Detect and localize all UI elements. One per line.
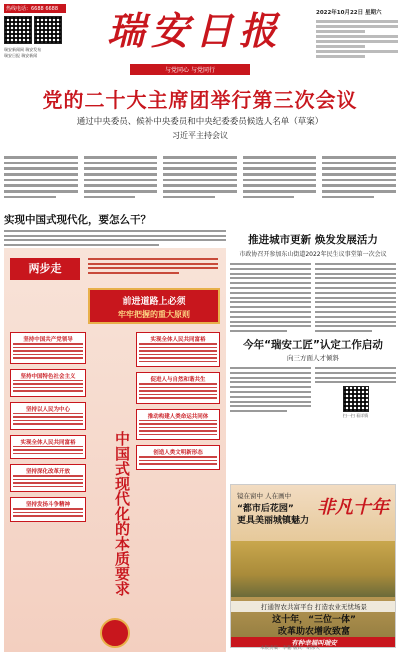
qr-caption: 扫一扫 看详情 bbox=[342, 413, 369, 419]
principle-box bbox=[10, 402, 86, 430]
lead-headline bbox=[0, 88, 400, 150]
requirement-title: 创造人类文明新形态 bbox=[153, 450, 203, 456]
page-credits: 本版责编：李鹏 版式：胡乐天 bbox=[260, 646, 320, 651]
newspaper-logo: 瑞安日报 bbox=[106, 8, 283, 53]
text-column bbox=[163, 156, 237, 212]
requirement-box bbox=[136, 445, 220, 470]
promo-logo: 非凡十年 bbox=[317, 497, 389, 518]
principle-box bbox=[10, 435, 86, 460]
principle-box bbox=[10, 497, 86, 522]
requirement-title: 推动构建人类命运共同体 bbox=[147, 413, 209, 420]
vertical-heading: 中国式现代化的本质要求 bbox=[113, 430, 131, 596]
rice-field-photo bbox=[231, 541, 396, 597]
text-column bbox=[4, 156, 78, 212]
masthead-left bbox=[4, 4, 66, 59]
text-column bbox=[84, 156, 158, 212]
headline-byline: 习近平主持会议 bbox=[172, 131, 228, 140]
requirement-title: 实现全体人民共同富裕 bbox=[150, 337, 206, 343]
promo-title: 更具美丽城镇魅力 bbox=[237, 516, 310, 526]
issue-date: 2022年10月22日 星期六 bbox=[316, 10, 382, 16]
lead-article-body bbox=[4, 156, 396, 212]
article-1-title[interactable]: 推进城市更新 焕发发展活力 bbox=[248, 234, 378, 246]
feature-article bbox=[4, 214, 226, 652]
infographic-left-column bbox=[10, 332, 86, 527]
banner-line-2: 牢牢把握的重大原则 bbox=[118, 310, 190, 319]
qr-code-icon[interactable] bbox=[343, 386, 369, 412]
qr-code-icon[interactable] bbox=[34, 16, 62, 44]
masthead-link: 瑞安日报 瑞安新闻 bbox=[4, 53, 38, 58]
article-1-body bbox=[230, 263, 396, 335]
promo-caption: 打通智农共富平台 打造农业无忧场景 bbox=[231, 601, 396, 612]
qr-code-icon[interactable] bbox=[4, 16, 32, 44]
infographic-right-column bbox=[136, 332, 220, 475]
principle-title: 实现全体人民共同富裕 bbox=[20, 439, 76, 446]
infographic bbox=[4, 248, 226, 652]
principle-title: 坚持发扬斗争精神 bbox=[25, 502, 70, 508]
main-headline[interactable]: 党的二十大主席团举行第三次会议 bbox=[42, 88, 358, 112]
principle-title: 坚持深化改革开放 bbox=[25, 469, 70, 475]
article-2-title[interactable]: 今年“瑞安工匠”认定工作启动 bbox=[243, 338, 383, 351]
promo-headline: 这十年，“三位一体” bbox=[272, 615, 356, 625]
qr-codes bbox=[4, 16, 66, 44]
article-2-subtitle: 向三方面人才倾斜 bbox=[287, 353, 339, 362]
masthead-link: 瑞安新闻网 瑞安发布 bbox=[4, 47, 42, 52]
promo-quote: “都市后花园” bbox=[237, 504, 294, 514]
feature-title[interactable]: 实现中国式现代化，要怎么干？ bbox=[4, 214, 151, 226]
promo-panel[interactable] bbox=[230, 484, 396, 648]
seal-icon bbox=[100, 618, 130, 648]
feature-intro bbox=[4, 230, 226, 246]
requirement-box bbox=[136, 372, 220, 404]
banner-line-1: 前进道路上必须 bbox=[122, 297, 186, 307]
hotline: 热线电话：6688 6688 bbox=[4, 4, 66, 13]
principle-title: 坚持中国特色社会主义 bbox=[20, 373, 76, 380]
masthead bbox=[0, 0, 400, 86]
promo-headline: 改革助农增收致富 bbox=[277, 627, 350, 637]
principle-box bbox=[10, 332, 86, 364]
issue-info bbox=[316, 20, 398, 58]
article-2-body bbox=[230, 367, 396, 419]
infographic-note bbox=[88, 258, 218, 276]
text-column bbox=[243, 156, 317, 212]
infographic-banner bbox=[88, 288, 220, 324]
sub-headline: 通过中央委员、候补中央委员和中央纪委委员候选人名单（草案） bbox=[76, 117, 324, 127]
infographic-ribbon: 两步走 bbox=[10, 258, 80, 280]
principle-title: 坚持以人民为中心 bbox=[25, 406, 70, 413]
promo-kicker: 镜在窗中 人在画中 bbox=[237, 492, 292, 500]
principle-box bbox=[10, 369, 86, 397]
principle-box bbox=[10, 464, 86, 492]
principle-title: 坚持中国共产党领导 bbox=[23, 337, 73, 343]
promo-footer: 有种幸福叫瑞安 bbox=[231, 637, 396, 648]
masthead-links bbox=[4, 47, 66, 59]
requirement-title: 促进人与自然和谐共生 bbox=[150, 377, 206, 383]
right-column bbox=[230, 214, 396, 652]
requirement-box bbox=[136, 409, 220, 441]
slogan: 与党同心 与党同行 bbox=[130, 64, 250, 75]
text-column bbox=[322, 156, 396, 212]
masthead-right bbox=[316, 8, 398, 60]
article-1-subtitle: 市政协召开参加东山街道2022年民生议事堂第一次会议 bbox=[239, 251, 387, 258]
requirement-box bbox=[136, 332, 220, 367]
